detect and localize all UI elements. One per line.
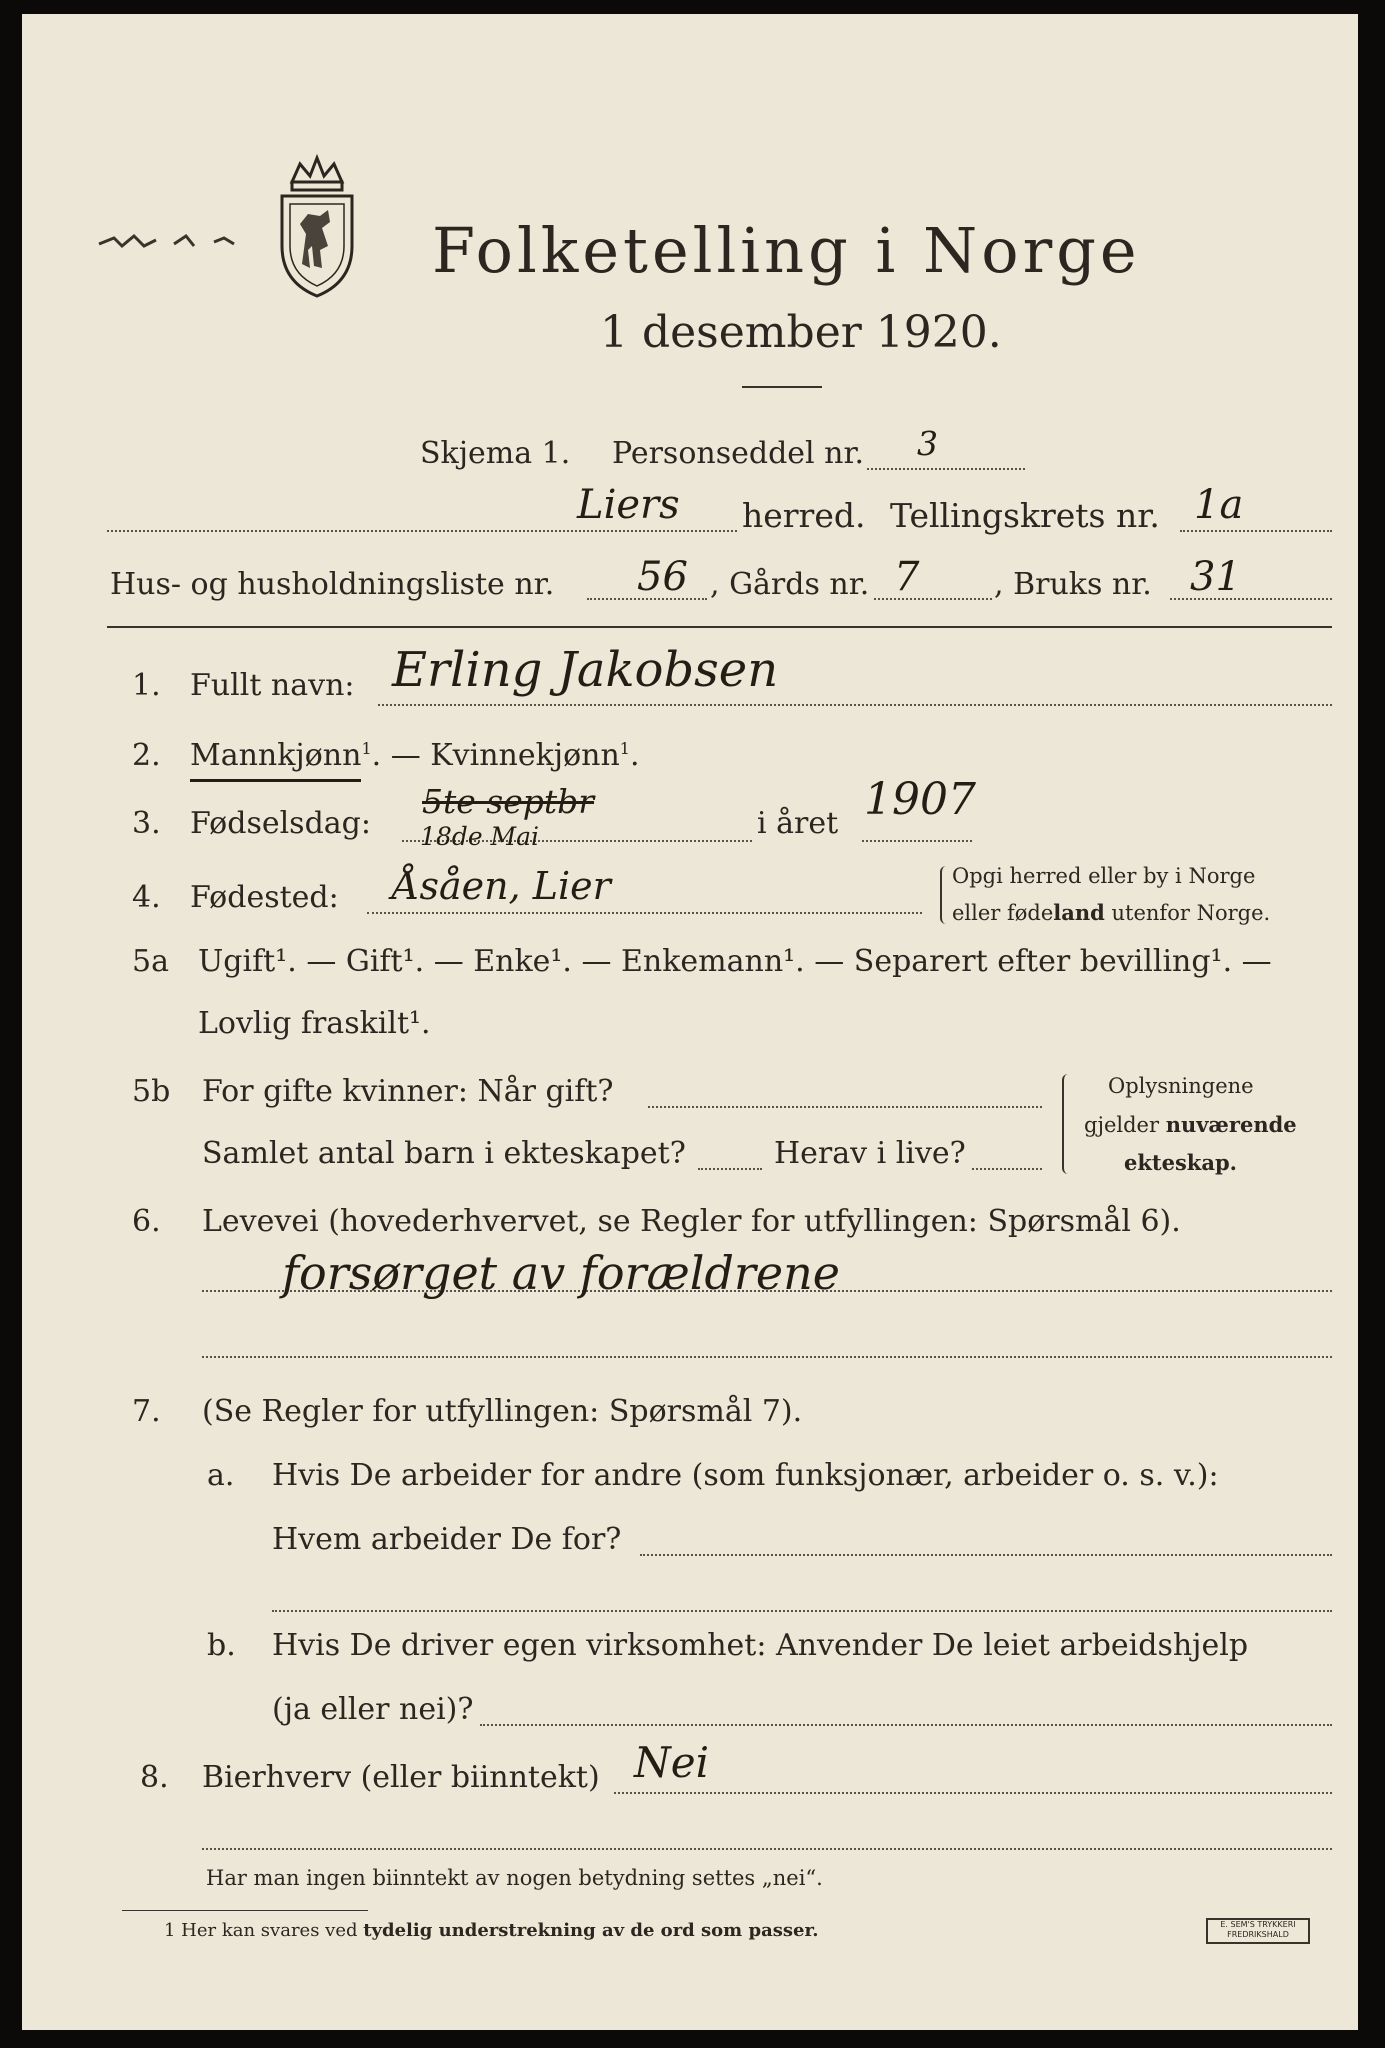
q5b-note-line1: Oplysningene [1108, 1074, 1254, 1098]
q4-note-part-b: land [1053, 900, 1105, 925]
footnote-part-b: tydelig understrekning av de ord som passer. [363, 1920, 819, 1941]
pencil-scribble-icon [94, 224, 254, 264]
q7b-line1: Hvis De driver egen virksomhet: Anvender De leiet arbeidshjelp [272, 1628, 1249, 1663]
census-form-page [22, 14, 1358, 2030]
tellingskrets-label: Tellingskrets nr. [890, 496, 1160, 535]
aret-label: i året [757, 806, 839, 841]
q5a-line2: Lovlig fraskilt¹. [198, 1006, 431, 1041]
q8-dots-1 [614, 1792, 1332, 1794]
q5b-note-line3: ekteskap. [1124, 1150, 1237, 1175]
q8-dots-2 [202, 1848, 1332, 1850]
occupation-value: forsørget av forældrene [282, 1246, 840, 1300]
q4-label: Fødested: [190, 880, 339, 915]
q1-dots [378, 704, 1332, 706]
q1-number: 1. [132, 668, 161, 703]
q2-footnote-mark: 1 [361, 739, 372, 758]
gards-value: 7 [894, 554, 920, 600]
q2-footnote-mark-2: 1 [619, 739, 630, 758]
personseddel-dots [867, 468, 1025, 470]
q5b-dots-2 [698, 1168, 762, 1170]
tellingskrets-dots [1180, 530, 1332, 532]
birthplace-value: Åsåen, Lier [392, 864, 611, 908]
q7b-letter: b. [207, 1628, 236, 1663]
personseddel-value: 3 [917, 424, 938, 463]
q7a-line2: Hvem arbeider De for? [272, 1522, 622, 1557]
printer-line2: FREDRIKSHALD [1227, 1930, 1289, 1939]
herred-dots [107, 530, 737, 532]
q5b-note-part-a: gjelder [1084, 1113, 1166, 1137]
printer-stamp [1206, 1918, 1310, 1944]
q4-note-part-a: eller føde [952, 901, 1054, 925]
q5b-children-label: Samlet antal barn i ekteskapet? [202, 1136, 686, 1171]
q4-note-part-c: utenfor Norge. [1104, 901, 1271, 925]
q7a-dots-1 [640, 1554, 1332, 1556]
q4-note-line2 [952, 900, 1270, 925]
q5b-note-brace [1062, 1074, 1072, 1174]
q7b-line2: (ja eller nei)? [272, 1692, 474, 1727]
q2-end: . [629, 738, 640, 773]
footnote-part-a: 1 Her kan svares ved [164, 1920, 364, 1941]
year-dots [862, 840, 972, 842]
birthdate-value: 18de Mai [420, 822, 540, 851]
birthdate-struck-value: 5te septbr [422, 782, 595, 821]
q7b-dots [480, 1724, 1332, 1726]
full-name-value: Erling Jakobsen [392, 642, 779, 698]
q4-note-line1: Opgi herred eller by i Norge [952, 864, 1256, 888]
q7a-dots-2 [272, 1610, 1332, 1612]
q8-label: Bierhverv (eller biinntekt) [202, 1760, 600, 1795]
coat-of-arms-icon [262, 154, 372, 299]
q7-label: (Se Regler for utfyllingen: Spørsmål 7). [202, 1394, 803, 1429]
gards-dots [874, 598, 992, 600]
bruks-label: , Bruks nr. [994, 567, 1152, 602]
tellingskrets-value: 1a [1194, 482, 1244, 528]
footnote [164, 1920, 819, 1941]
q5b-number: 5b [132, 1074, 171, 1109]
q8-number: 8. [140, 1760, 169, 1795]
q4-note-brace [940, 866, 950, 924]
q7a-letter: a. [207, 1458, 235, 1493]
header-divider [107, 626, 1332, 628]
footnote-divider [122, 1910, 368, 1911]
q5b-note-line2 [1084, 1112, 1297, 1137]
q2-options [190, 738, 640, 773]
q5b-alive-label: Herav i live? [774, 1136, 966, 1171]
gards-label: , Gårds nr. [710, 567, 870, 602]
birth-year-value: 1907 [864, 774, 976, 825]
personseddel-label: Personseddel nr. [612, 436, 865, 471]
q5b-dots-1 [648, 1106, 1042, 1108]
bruks-value: 31 [1190, 554, 1241, 600]
title-divider [742, 386, 822, 388]
option-male: Mannkjønn [190, 738, 361, 782]
liste-label: Hus- og husholdningsliste nr. [110, 567, 555, 602]
skjema-label: Skjema 1. [420, 436, 571, 471]
q3-number: 3. [132, 806, 161, 841]
q6-dots-2 [202, 1356, 1332, 1358]
footer-note: Har man ingen biinntekt av nogen betydning settes „nei“. [206, 1866, 823, 1890]
q5a-line1: Ugift¹. — Gift¹. — Enke¹. — Enkemann¹. — Separert efter bevilling¹. — [198, 944, 1272, 979]
q5b-dots-3 [972, 1168, 1042, 1170]
q7-number: 7. [132, 1394, 161, 1429]
q2-number: 2. [132, 738, 161, 773]
q5a-number: 5a [132, 944, 169, 979]
form-title: Folketelling i Norge [432, 214, 1141, 287]
herred-value: Liers [577, 482, 680, 528]
q6-number: 6. [132, 1204, 161, 1239]
printer-line1: E. SEM'S TRYKKERI [1220, 1920, 1296, 1929]
side-income-value: Nei [634, 1738, 710, 1787]
q4-dots [367, 912, 922, 914]
census-date: 1 desember 1920. [600, 307, 1002, 358]
q5b-line1: For gifte kvinner: Når gift? [202, 1074, 614, 1109]
q7a-line1: Hvis De arbeider for andre (som funksjonær, arbeider o. s. v.): [272, 1458, 1219, 1493]
liste-value: 56 [637, 554, 688, 600]
q2-separator: . — [371, 738, 431, 773]
q5b-note-part-b: nuværende [1165, 1112, 1297, 1137]
q3-label: Fødselsdag: [190, 806, 371, 841]
option-female: Kvinnekjønn [430, 738, 620, 773]
q1-label: Fullt navn: [190, 668, 355, 703]
q4-number: 4. [132, 880, 161, 915]
q6-label: Levevei (hovederhvervet, se Regler for utfyllingen: Spørsmål 6). [202, 1204, 1181, 1239]
herred-label: herred. [742, 496, 866, 535]
